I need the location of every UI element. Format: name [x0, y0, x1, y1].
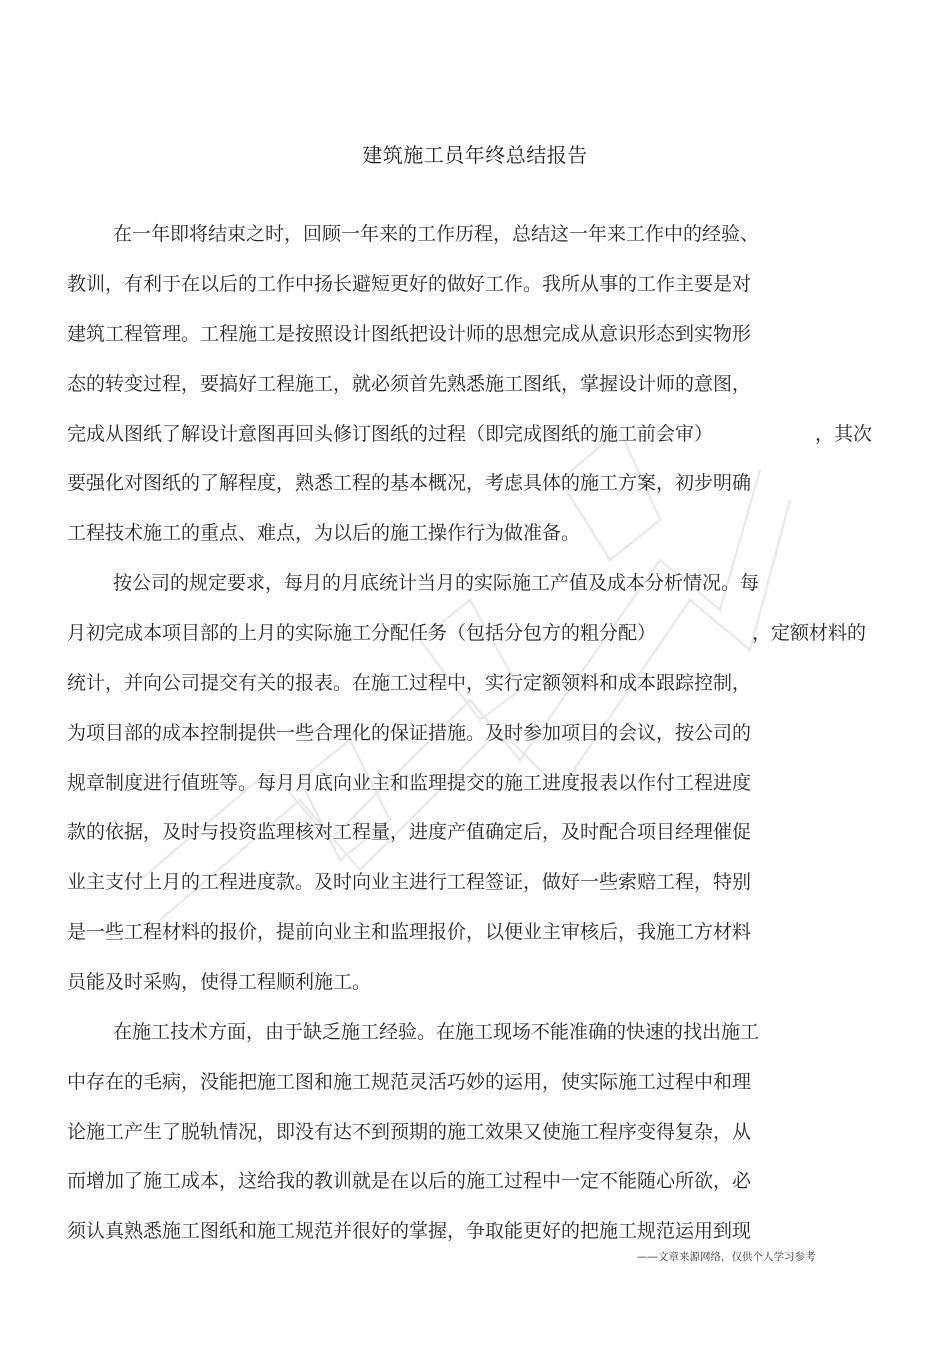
paragraph-2-line-6: 款的依据，及时与投资监理核对工程量，进度产值确定后，及时配合项目经理催促: [67, 821, 752, 843]
paragraph-2-line-5: 规章制度进行值班等。每月月底向业主和监理提交的施工进度报表以作付工程进度: [67, 772, 752, 794]
paragraph-1-line-2: 教训，有利于在以后的工作中扬长避短更好的做好工作。我所从事的工作主要是对: [67, 273, 752, 295]
footer-note: ——文章来源网络，仅供个人学习参考: [637, 1251, 816, 1263]
paragraph-1-line-4: 态的转变过程，要搞好工程施工，就必须首先熟悉施工图纸，掌握设计师的意图，: [67, 373, 752, 395]
paragraph-1-line-6: 要强化对图纸的了解程度，熟悉工程的基本概况，考虑具体的施工方案，初步明确: [67, 472, 752, 494]
paragraph-1-line-7: 工程技术施工的重点、难点，为以后的施工操作行为做准备。: [67, 522, 581, 544]
paragraph-3-line-4: 而增加了施工成本，这给我的教训就是在以后的施工过程中一定不能随心所欲，必: [67, 1170, 752, 1192]
paragraph-2-line-7: 业主支付上月的工程进度款。及时向业主进行工程签证，做好一些索赔工程，特别: [67, 871, 752, 893]
paragraph-2-line-9: 员能及时采购，使得工程顺利施工。: [67, 971, 372, 993]
paragraph-2-line-1: 按公司的规定要求，每月的月底统计当月的实际施工产值及成本分析情况。每: [113, 572, 760, 594]
paragraph-2-line-8: 是一些工程材料的报价，提前向业主和监理报价，以便业主审核后，我施工方材料: [67, 921, 752, 943]
paragraph-2-line-2: 月初完成本项目部的上月的实际施工分配任务（包括分包方的粗分配）: [67, 622, 657, 644]
paragraph-3-line-5: 须认真熟悉施工图纸和施工规范并很好的掌握，争取能更好的把施工规范运用到现: [67, 1220, 752, 1242]
document-title: 建筑施工员年终总结报告: [362, 143, 588, 167]
paragraph-1-line-5: 完成从图纸了解设计意图再回头修订图纸的过程（即完成图纸的施工前会审）: [67, 423, 714, 445]
paragraph-2-line-2-tail: ，定额材料的: [752, 622, 867, 644]
paragraph-3-line-2: 中存在的毛病，没能把施工图和施工规范灵活巧妙的运用，使实际施工过程中和理: [67, 1071, 752, 1093]
paragraph-1-line-3: 建筑工程管理。工程施工是按照设计图纸把设计师的思想完成从意识形态到实物形: [67, 323, 752, 345]
paragraph-1-line-5-tail: ，其次: [815, 423, 873, 445]
paragraph-3-line-3: 论施工产生了脱轨情况，即没有达不到预期的施工效果又使施工程序变得复杂，从: [67, 1121, 752, 1143]
paragraph-3-line-1: 在施工技术方面，由于缺乏施工经验。在施工现场不能准确的快速的找出施工: [113, 1021, 760, 1043]
paragraph-2-line-4: 为项目部的成本控制提供一些合理化的保证措施。及时参加项目的会议，按公司的: [67, 722, 752, 744]
paragraph-2-line-3: 统计，并向公司提交有关的报表。在施工过程中，实行定额领料和成本跟踪控制，: [67, 672, 752, 694]
paragraph-1-line-1: 在一年即将结束之时，回顾一年来的工作历程，总结这一年来工作中的经验、: [113, 223, 760, 245]
